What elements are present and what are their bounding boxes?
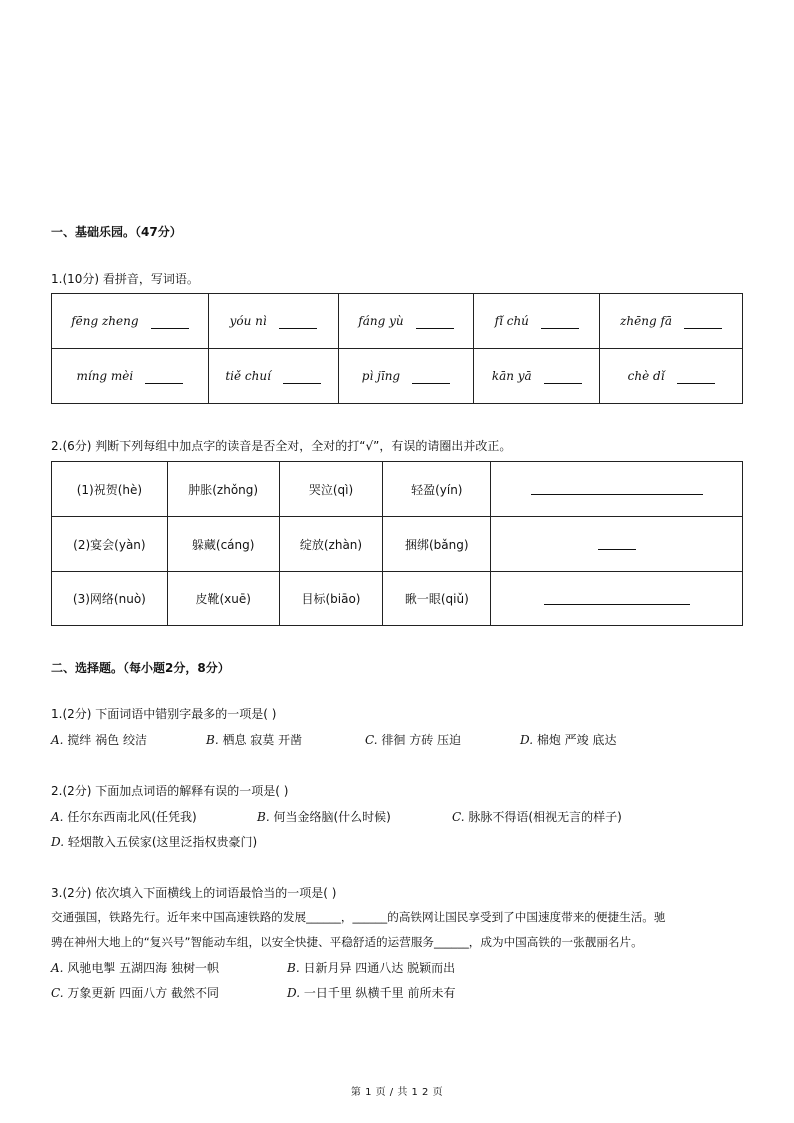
answer-blank[interactable] (684, 314, 722, 329)
option-letter: D. (520, 733, 534, 747)
pinyin-text: yóu nì (229, 314, 267, 328)
answer-cell (491, 462, 743, 517)
reading-cell: 瞅一眼(qiǔ) (383, 572, 491, 626)
q1-1-num: 1. (51, 272, 63, 286)
q2-1-option-d[interactable] (520, 731, 616, 748)
pinyin-cell (208, 349, 338, 404)
option-letter: C. (452, 810, 465, 824)
q2-2-option-a[interactable] (51, 808, 197, 825)
option-letter: D. (51, 835, 65, 849)
pinyin-cell (52, 349, 209, 404)
option-text: 脉脉不得语(相视无言的样子) (468, 810, 622, 824)
q2-2-num: 2. (51, 784, 63, 798)
answer-blank[interactable] (531, 480, 703, 495)
option-text: 何当金络脑(什么时候) (273, 810, 391, 824)
answer-blank[interactable] (412, 369, 450, 384)
q1-1-stem (51, 270, 199, 287)
option-letter: B. (206, 733, 219, 747)
option-text: 轻烟散入五侯家(这里泛指权贵豪门) (67, 835, 258, 849)
q2-3-stem (51, 884, 336, 901)
reading-cell: (3)网络(nuò) (52, 572, 168, 626)
pinyin-cell (52, 294, 209, 349)
answer-blank[interactable] (283, 369, 321, 384)
q2-1-option-b[interactable] (206, 731, 302, 748)
option-text: 搅绊 祸色 绞洁 (67, 733, 147, 747)
q1-1-score: (10分) (62, 272, 100, 286)
page-number: 第 1 页 / 共 1 2 页 (350, 1087, 444, 1098)
q2-3-text: 依次填入下面横线上的词语最恰当的一项是( ) (95, 886, 337, 900)
option-text: 徘徊 方砖 压迫 (381, 733, 462, 747)
q2-1-score: (2分) (62, 707, 92, 721)
q1-2-score: (6分) (62, 439, 92, 453)
q2-3-option-c[interactable] (51, 984, 219, 1001)
option-text: 任尔东西南北风(任凭我) (67, 810, 197, 824)
pinyin-text: tiě chuí (225, 369, 271, 383)
pinyin-text: fǐ chú (494, 314, 529, 328)
reading-cell: 躲藏(cáng) (167, 517, 279, 572)
option-letter: A. (51, 810, 64, 824)
option-text: 栖息 寂莫 开凿 (222, 733, 303, 747)
option-text: 万象更新 四面八方 截然不同 (67, 986, 220, 1000)
q2-2-stem (51, 782, 288, 799)
pinyin-row-1 (52, 294, 743, 349)
pinyin-cell (338, 349, 474, 404)
q2-1-option-c[interactable] (365, 731, 461, 748)
answer-blank[interactable] (677, 369, 715, 384)
option-text: 一日千里 纵横千里 前所未有 (303, 986, 456, 1000)
q2-2-option-b[interactable] (257, 808, 391, 825)
reading-row-3 (52, 572, 743, 626)
section2-title: 二、选择题。（每小题2分，8分） (51, 661, 230, 675)
q2-2-text: 下面加点词语的解释有误的一项是( ) (95, 784, 289, 798)
option-letter: B. (257, 810, 270, 824)
reading-cell: 皮靴(xuē) (167, 572, 279, 626)
reading-cell: 轻盈(yín) (383, 462, 491, 517)
answer-cell (491, 517, 743, 572)
section1-title: 一、基础乐园。（47分） (51, 225, 182, 239)
q2-3-option-d[interactable] (287, 984, 455, 1001)
answer-blank[interactable] (598, 535, 636, 550)
reading-cell: (1)祝贺(hè) (52, 462, 168, 517)
reading-row-1 (52, 462, 743, 517)
pinyin-cell (208, 294, 338, 349)
answer-blank[interactable] (416, 314, 454, 329)
reading-row-2 (52, 517, 743, 572)
pinyin-text: pì jīng (361, 369, 401, 383)
pinyin-cell (338, 294, 474, 349)
reading-cell: 捆绑(bǎng) (383, 517, 491, 572)
pinyin-cell (474, 349, 600, 404)
q2-3-score: (2分) (62, 886, 92, 900)
pinyin-text: míng mèi (76, 369, 134, 383)
option-letter: C. (51, 986, 64, 1000)
pinyin-cell (600, 294, 743, 349)
answer-blank[interactable] (145, 369, 183, 384)
option-letter: D. (287, 986, 301, 1000)
q2-3-option-a[interactable] (51, 959, 219, 976)
q2-1-option-a[interactable] (51, 731, 147, 748)
q2-1-stem (51, 705, 276, 722)
answer-blank[interactable] (151, 314, 189, 329)
pinyin-row-2 (52, 349, 743, 404)
q1-2-text: 判断下列每组中加点字的读音是否全对，全对的打“√”，有误的请圈出并改正。 (95, 439, 512, 453)
answer-blank[interactable] (544, 369, 582, 384)
q2-3-num: 3. (51, 886, 63, 900)
option-letter: B. (287, 961, 300, 975)
reading-cell: 目标(biāo) (279, 572, 383, 626)
pinyin-text: fēng zheng (71, 314, 139, 328)
reading-table (51, 461, 743, 626)
q2-3-option-b[interactable] (287, 959, 455, 976)
q1-2-stem (51, 437, 511, 454)
q2-3-passage-line-1: 交通强国，铁路先行。近年来中国高速铁路的发展______，______的高铁网让国民享受到了中国速度带来的便捷生活。驰 (51, 910, 666, 924)
pinyin-text: chè dǐ (627, 369, 665, 383)
answer-blank[interactable] (541, 314, 579, 329)
pinyin-text: kān yā (491, 369, 532, 383)
q1-1-text: 看拼音，写词语。 (102, 272, 199, 286)
q2-2-option-d[interactable] (51, 833, 257, 850)
pinyin-cell (600, 349, 743, 404)
answer-blank[interactable] (544, 590, 690, 605)
q2-1-num: 1. (51, 707, 63, 721)
option-text: 日新月异 四通八达 脱颖而出 (303, 961, 456, 975)
q2-3-passage-line-2: 骋在神州大地上的“复兴号”智能动车组，以安全快捷、平稳舒适的运营服务______，成为中国高铁的一张靓丽名片。 (51, 935, 643, 949)
option-letter: A. (51, 733, 64, 747)
reading-cell: (2)宴会(yàn) (52, 517, 168, 572)
q2-2-score: (2分) (62, 784, 92, 798)
answer-cell (491, 572, 743, 626)
answer-blank[interactable] (279, 314, 317, 329)
reading-cell: 哭泣(qì) (279, 462, 383, 517)
option-text: 棉炮 严竣 底达 (536, 733, 617, 747)
reading-cell: 肿胀(zhǒng) (167, 462, 279, 517)
option-letter: C. (365, 733, 378, 747)
pinyin-cell (474, 294, 600, 349)
reading-cell: 绽放(zhàn) (279, 517, 383, 572)
pinyin-text: zhēng fā (620, 314, 673, 328)
q2-2-option-c[interactable] (452, 808, 622, 825)
pinyin-text: fáng yù (358, 314, 404, 328)
option-letter: A. (51, 961, 64, 975)
option-text: 风驰电掣 五湖四海 独树一帜 (67, 961, 219, 975)
q1-2-num: 2. (51, 439, 63, 453)
pinyin-table (51, 293, 743, 404)
q2-1-text: 下面词语中错别字最多的一项是( ) (95, 707, 277, 721)
